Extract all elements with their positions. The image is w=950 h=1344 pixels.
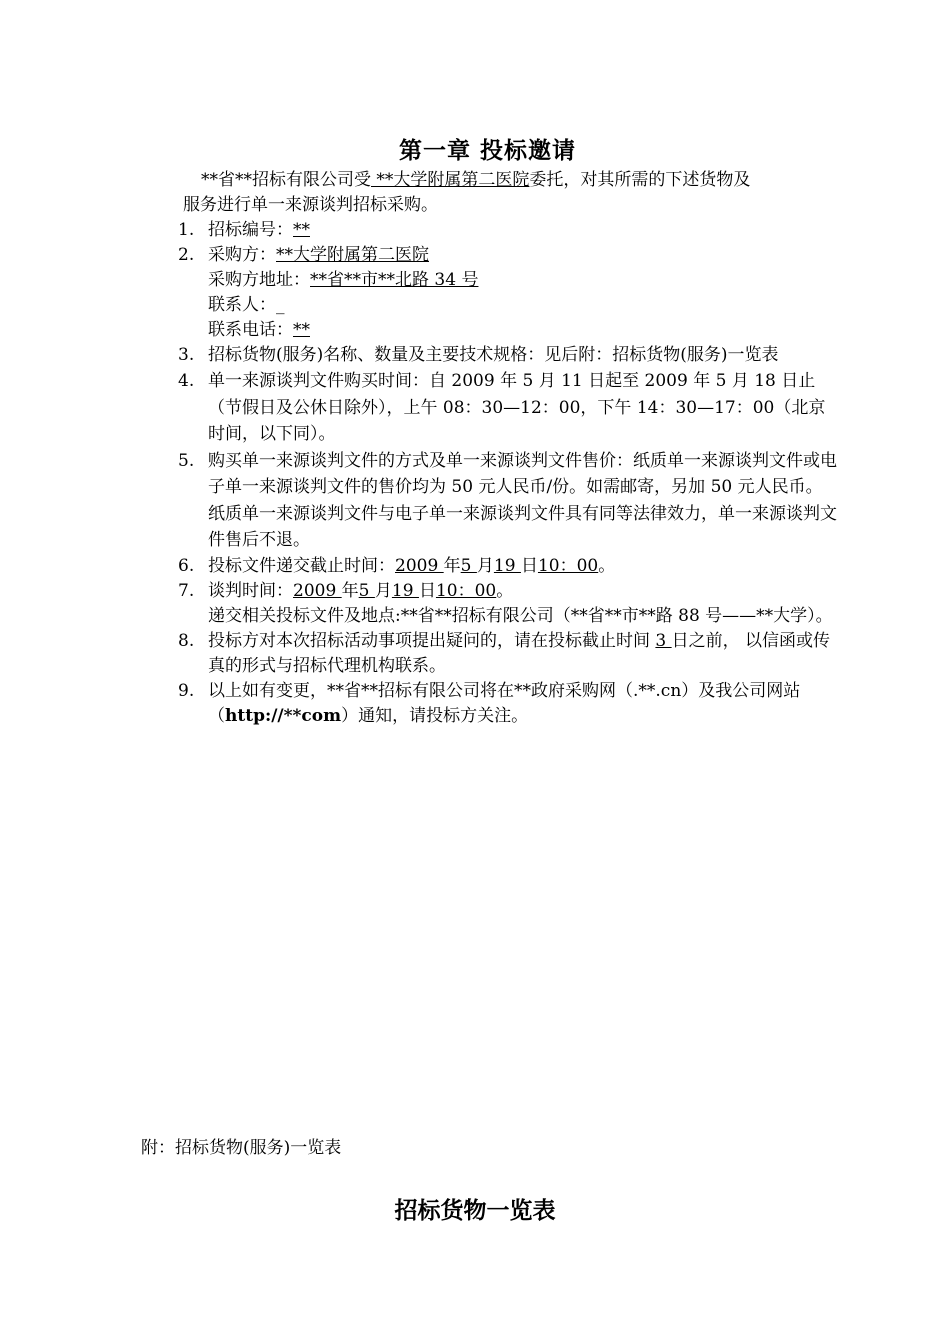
- client-name: **大学附属第二医院: [371, 170, 530, 190]
- list-item-9: 9. 以上如有变更，**省**招标有限公司将在**政府采购网（.**.cn）及我公司网站（http://**com）通知，请投标方关注。: [178, 680, 801, 726]
- list-item-8: 8. 投标方对本次招标活动事项提出疑问的，请在投标截止时间 3 日之前， 以信函或传真的形式与招标代理机构联系。: [178, 630, 831, 676]
- contact-phone: 联系电话：**: [208, 320, 310, 340]
- list-item-4: 4. 单一来源谈判文件购买时间：自 2009 年 5 月 11 日起至 2009 年 5 月 18 日止（节假日及公休日除外），上午 08：30—12：00，下午 14：30—17：00（北京时间，以下同）。: [178, 371, 826, 444]
- tender-number: **: [293, 220, 310, 240]
- list-item-6: 6. 投标文件递交截止时间：2009 年5 月19 日10：00。: [178, 555, 616, 576]
- intro-paragraph: **省**招标有限公司受 **大学附属第二医院委托，对其所需的下述货物及: [201, 170, 751, 190]
- intro-paragraph-line2: 服务进行单一来源谈判招标采购。: [183, 195, 438, 215]
- chapter-title: 第一章 投标邀请: [398, 137, 576, 164]
- purchaser-address: 采购方地址：**省**市**北路 34 号: [208, 270, 479, 290]
- list-item-1: 1. 招标编号：**: [178, 220, 310, 240]
- contact-person: 联系人：_: [208, 295, 285, 315]
- list-item-7: 7. 谈判时间：2009 年5 月19 日10：00。: [178, 580, 514, 601]
- submission-place: 递交相关投标文件及地点:**省**招标有限公司（**省**市**路 88 号——**大学）。: [208, 605, 833, 626]
- list-item-5: 5. 购买单一来源谈判文件的方式及单一来源谈判文件售价：纸质单一来源谈判文件或电子单一来源谈判文件的售价均为 50 元人民币/份。如需邮寄，另加 50 元人民币。纸质单一来源谈判文件与电子单一来源谈判文件具有同等法律效力，单一来源谈判文件售后不退。: [178, 450, 837, 550]
- goods-list-title: 招标货物一览表: [394, 1197, 556, 1224]
- list-item-3: 3. 招标货物(服务)名称、数量及主要技术规格：见后附：招标货物(服务)一览表: [178, 345, 779, 365]
- purchaser-name: **大学附属第二医院: [276, 245, 429, 265]
- list-item-2: 2. 采购方：**大学附属第二医院: [178, 245, 429, 265]
- invitation-list: [178, 218, 838, 729]
- annex-note: 附：招标货物(服务)一览表: [141, 1138, 342, 1158]
- company-website: http://**com: [225, 705, 342, 726]
